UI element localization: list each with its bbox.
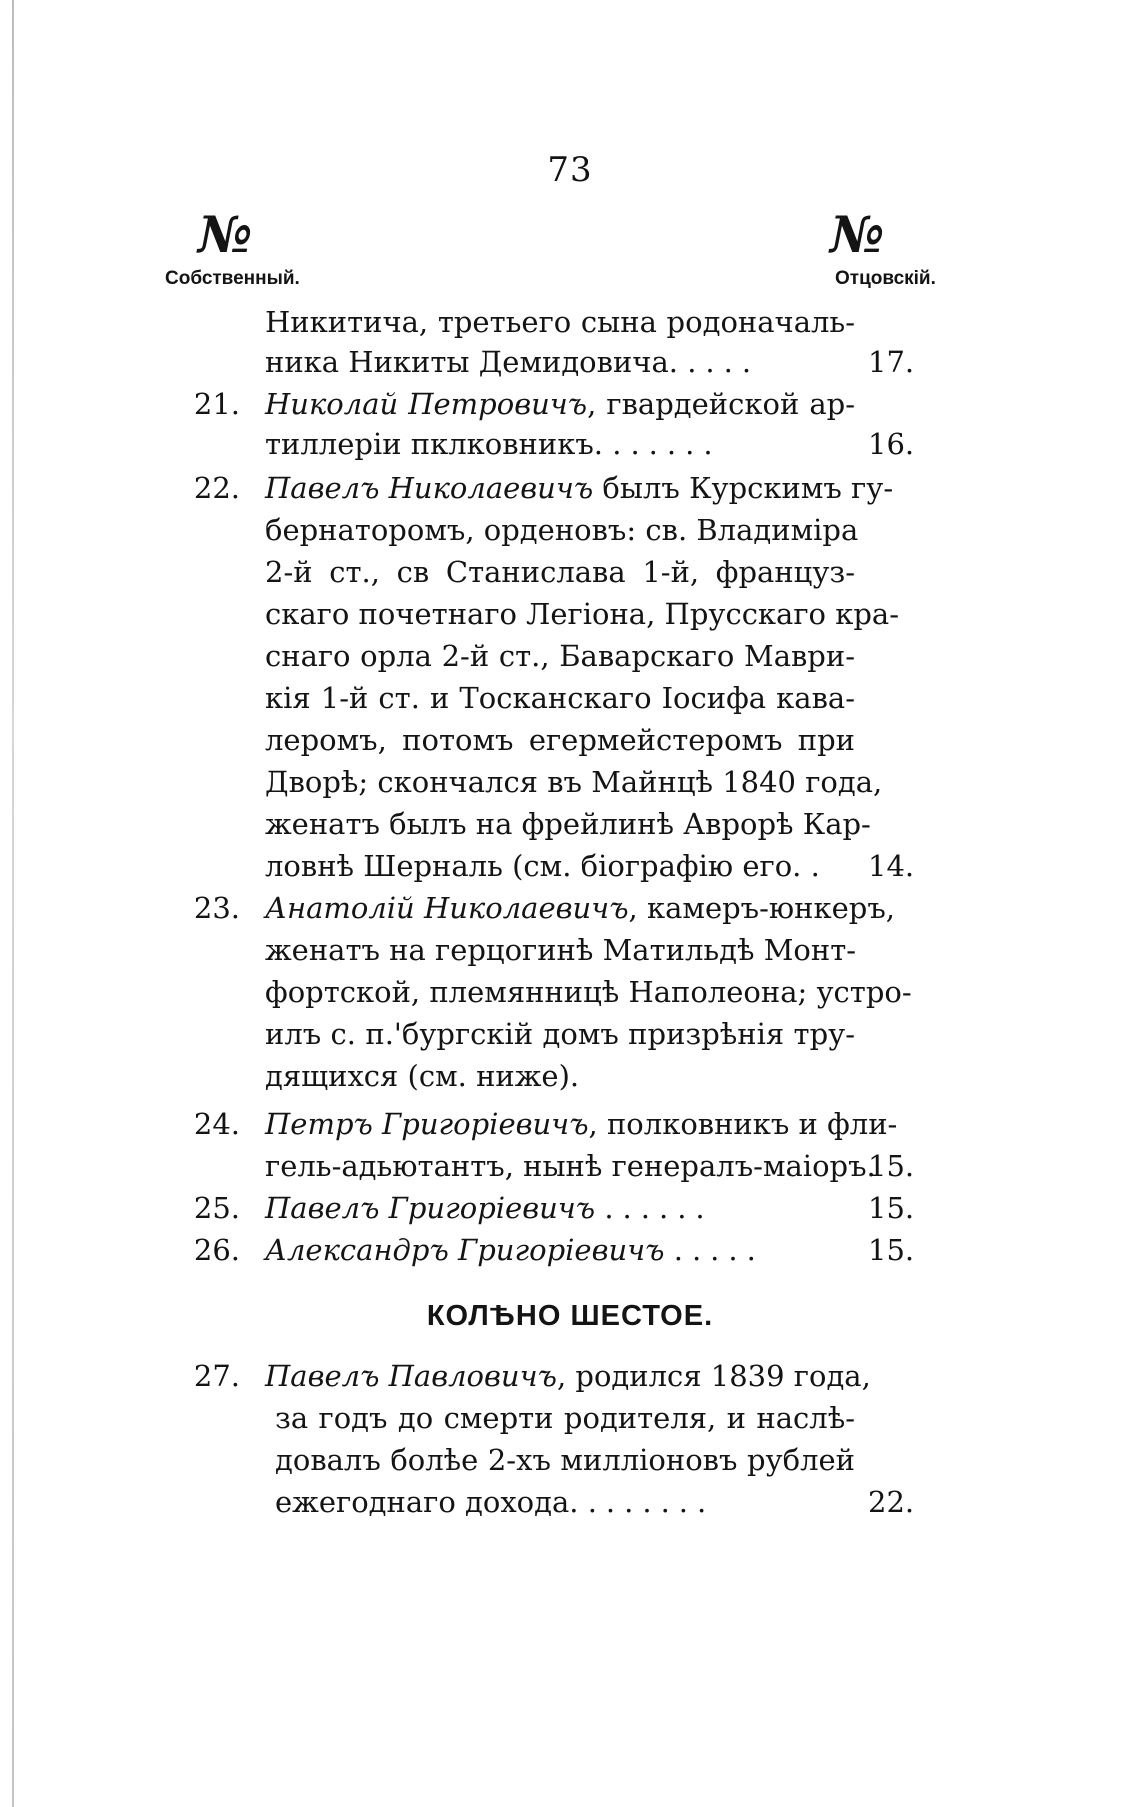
- entry-number: 21.: [193, 387, 240, 421]
- entry-number: 26.: [193, 1233, 240, 1267]
- line-text: Анатолій Николаевичъ, камеръ-юнкеръ,: [265, 891, 896, 925]
- line-text: тиллеріи пклковникъ. ......: [265, 427, 722, 461]
- line-text: Дворѣ; скончался въ Майнцѣ 1840 года,: [265, 765, 883, 799]
- line-text: ника Никиты Демидовича. ....: [265, 345, 761, 379]
- line-text: женатъ былъ на фрейлинѣ Аврорѣ Кар-: [265, 807, 871, 841]
- person-name: Павелъ Григоріевичъ: [265, 1191, 596, 1225]
- leader-dots: .......: [587, 1485, 716, 1519]
- person-name: Петръ Григоріевичъ: [265, 1107, 589, 1141]
- line-text: гель-адьютантъ, нынѣ генералъ-маіоръ.: [265, 1149, 876, 1183]
- leader-dots: .....: [673, 1233, 765, 1267]
- entry-number: 22.: [193, 471, 240, 505]
- father-number: 22.: [868, 1485, 915, 1519]
- line-text: ловнѣ Шерналь (см. біографію его. .: [265, 849, 829, 883]
- line-text: снаго орла 2-й ст., Баварскаго Маври-: [265, 639, 855, 673]
- line-text: Павелъ Николаевичъ былъ Курскимъ гу-: [265, 471, 894, 505]
- entry-number: 23.: [193, 891, 240, 925]
- father-number: 17.: [868, 345, 915, 379]
- page-edge-line: [12, 0, 14, 1807]
- line-text: кія 1-й ст. и Тосканскаго Іосифа кава-: [265, 681, 855, 715]
- line-text: дящихся (см. ниже).: [265, 1059, 580, 1093]
- father-number: 15.: [868, 1149, 915, 1183]
- line-text: бернаторомъ, орденовъ: св. Владиміра: [265, 513, 859, 547]
- numero-sign-right: №: [830, 205, 885, 264]
- line-text: Павелъ Павловичъ, родился 1839 года,: [265, 1359, 871, 1393]
- leader-dots: ......: [604, 1191, 714, 1225]
- entry-number: 24.: [193, 1107, 240, 1141]
- line-text: [265, 1230, 765, 1270]
- line-text: Петръ Григоріевичъ, полковникъ и фли-: [265, 1107, 898, 1141]
- column-label-own: Собственный.: [165, 268, 300, 289]
- line-text: Николай Петровичъ, гвардейской ар-: [265, 387, 856, 421]
- line-text: [265, 1188, 714, 1228]
- column-label-father: Отцовскій.: [835, 268, 936, 289]
- father-number: 15.: [868, 1233, 915, 1267]
- line-text: ежегоднаго дохода. .......: [275, 1485, 716, 1519]
- line-text: Никитича, третьего сына родоначаль-: [265, 305, 855, 339]
- line-text: 2-й ст., св Станислава 1-й, француз-: [265, 555, 855, 589]
- father-number: 15.: [868, 1191, 915, 1225]
- leader-dots: ....: [687, 345, 761, 379]
- line-text: за годъ до смерти родителя, и наслѣ-: [275, 1401, 855, 1435]
- section-heading: КОЛѢНО ШЕСТОЕ.: [426, 1300, 714, 1332]
- person-name: Николай Петровичъ: [265, 387, 588, 421]
- line-text: скаго почетнаго Легіона, Прусскаго кра-: [265, 597, 899, 631]
- line-text: фортской, племянницѣ Наполеона; устро-: [265, 975, 912, 1009]
- leader-dots: ......: [612, 427, 722, 461]
- person-name: Павелъ Павловичъ: [265, 1359, 557, 1393]
- person-name: Александръ Григоріевичъ: [265, 1233, 665, 1267]
- father-number: 16.: [868, 427, 915, 461]
- entry-number: 25.: [193, 1191, 240, 1225]
- entry-number: 27.: [193, 1359, 240, 1393]
- person-name: Анатолій Николаевичъ: [265, 891, 629, 925]
- person-name: Павелъ Николаевичъ: [265, 471, 594, 505]
- father-number: 14.: [868, 849, 915, 883]
- line-text: довалъ болѣе 2-хъ милліоновъ рублей: [275, 1443, 855, 1477]
- line-text: женатъ на герцогинѣ Матильдѣ Монт-: [265, 933, 857, 967]
- page-number: 73: [547, 150, 593, 190]
- numero-sign-left: №: [198, 205, 253, 264]
- line-text: илъ с. п.'бургскій домъ призрѣнія тру-: [265, 1017, 855, 1051]
- leader-dots: .: [810, 849, 829, 883]
- line-text: леромъ, потомъ егермейстеромъ при: [265, 723, 855, 757]
